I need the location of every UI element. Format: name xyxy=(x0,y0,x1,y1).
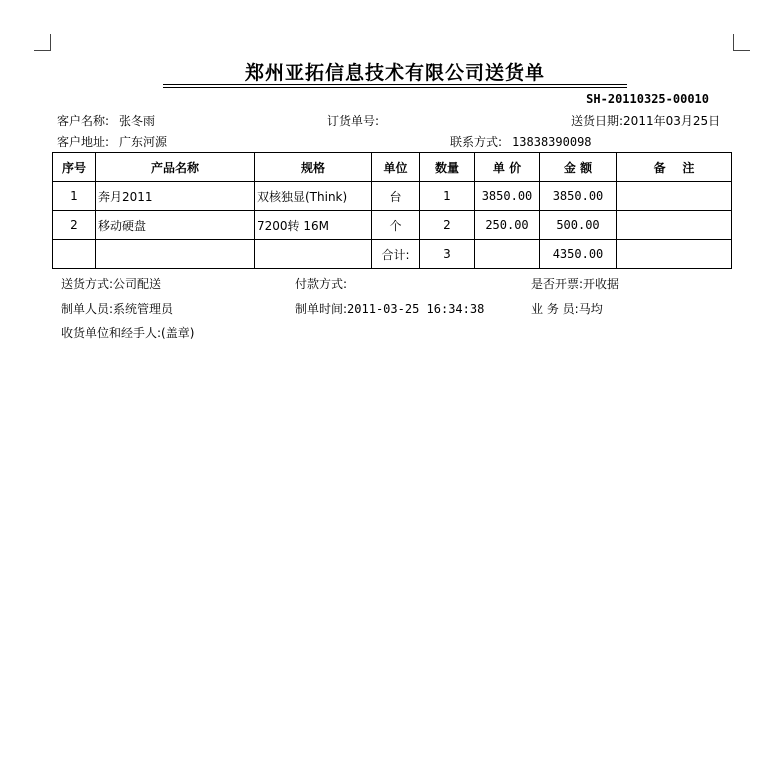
creator-value: 系统管理员 xyxy=(113,302,174,316)
cell-empty xyxy=(617,240,732,269)
cell-spec: 7200转 16M xyxy=(255,211,372,240)
delivery-date-field xyxy=(571,112,720,129)
cell-amount: 3850.00 xyxy=(540,182,617,211)
table-total-row xyxy=(53,240,732,269)
document-title: 郑州亚拓信息技术有限公司送货单 xyxy=(244,62,545,84)
total-label: 合计: xyxy=(372,240,420,269)
title-underline xyxy=(163,84,627,85)
cell-quantity: 1 xyxy=(420,182,475,211)
cell-note xyxy=(617,182,732,211)
invoice-field xyxy=(531,275,619,292)
total-quantity: 3 xyxy=(420,240,475,269)
cell-amount: 500.00 xyxy=(540,211,617,240)
contact-field xyxy=(450,133,592,150)
cell-product-name: 奔月2011 xyxy=(96,182,255,211)
cell-unit-price: 3850.00 xyxy=(475,182,540,211)
created-time-label: 制单时间: xyxy=(295,302,348,316)
salesman-value: 马均 xyxy=(578,302,603,316)
delivery-method-label: 送货方式: xyxy=(61,277,114,291)
cell-unit: 台 xyxy=(372,182,420,211)
table-row xyxy=(53,211,732,240)
title-underline-double xyxy=(163,87,627,88)
cell-note xyxy=(617,211,732,240)
invoice-label: 是否开票: xyxy=(531,277,584,291)
delivery-method-field xyxy=(61,275,161,292)
creator-field xyxy=(61,300,173,317)
created-time-field xyxy=(295,300,484,317)
creator-label: 制单人员: xyxy=(61,302,114,316)
cell-empty xyxy=(255,240,372,269)
order-number-label: 订货单号: xyxy=(327,114,380,128)
col-header-unit-price: 单 价 xyxy=(475,153,540,182)
cell-product-name: 移动硬盘 xyxy=(96,211,255,240)
receiver-signature-label: 收货单位和经手人:(盖章) xyxy=(61,326,195,340)
delivery-method-value: 公司配送 xyxy=(113,277,162,291)
cell-unit-price: 250.00 xyxy=(475,211,540,240)
col-header-quantity: 数量 xyxy=(420,153,475,182)
cell-quantity: 2 xyxy=(420,211,475,240)
col-header-unit: 单位 xyxy=(372,153,420,182)
contact-value: 13838390098 xyxy=(512,135,592,149)
col-header-no: 序号 xyxy=(53,153,96,182)
table-row xyxy=(53,182,732,211)
receiver-signature-field xyxy=(61,324,194,341)
col-header-spec: 规格 xyxy=(255,153,372,182)
cell-empty xyxy=(53,240,96,269)
customer-name-field xyxy=(57,112,155,129)
cell-no: 2 xyxy=(53,211,96,240)
customer-address-label: 客户地址: xyxy=(57,135,110,149)
created-time-value: 2011-03-25 16:34:38 xyxy=(347,302,485,316)
invoice-value: 开收据 xyxy=(583,277,620,291)
col-header-amount: 金 额 xyxy=(540,153,617,182)
customer-name-value: 张冬雨 xyxy=(119,114,156,128)
table-header-row xyxy=(53,153,732,182)
payment-method-label: 付款方式: xyxy=(295,277,348,291)
cell-empty xyxy=(96,240,255,269)
contact-label: 联系方式: xyxy=(450,135,503,149)
cell-unit: 个 xyxy=(372,211,420,240)
customer-name-label: 客户名称: xyxy=(57,114,110,128)
document-number: SH-20110325-00010 xyxy=(586,92,709,106)
customer-address-field xyxy=(57,133,167,150)
cell-empty xyxy=(475,240,540,269)
cell-spec: 双核独显(Think) xyxy=(255,182,372,211)
col-header-product-name: 产品名称 xyxy=(96,153,255,182)
page-corner-mark-top-right xyxy=(733,34,750,51)
items-table xyxy=(52,152,732,269)
col-header-note: 备 注 xyxy=(617,153,732,182)
delivery-date-value: 2011年03月25日 xyxy=(623,114,721,128)
salesman-label: 业 务 员: xyxy=(531,302,579,316)
payment-method-field xyxy=(295,275,347,292)
order-number-field xyxy=(327,112,389,129)
cell-no: 1 xyxy=(53,182,96,211)
salesman-field xyxy=(531,300,603,317)
delivery-date-label: 送货日期: xyxy=(571,114,624,128)
total-amount: 4350.00 xyxy=(540,240,617,269)
page-corner-mark-top-left xyxy=(34,34,51,51)
customer-address-value: 广东河源 xyxy=(119,135,168,149)
